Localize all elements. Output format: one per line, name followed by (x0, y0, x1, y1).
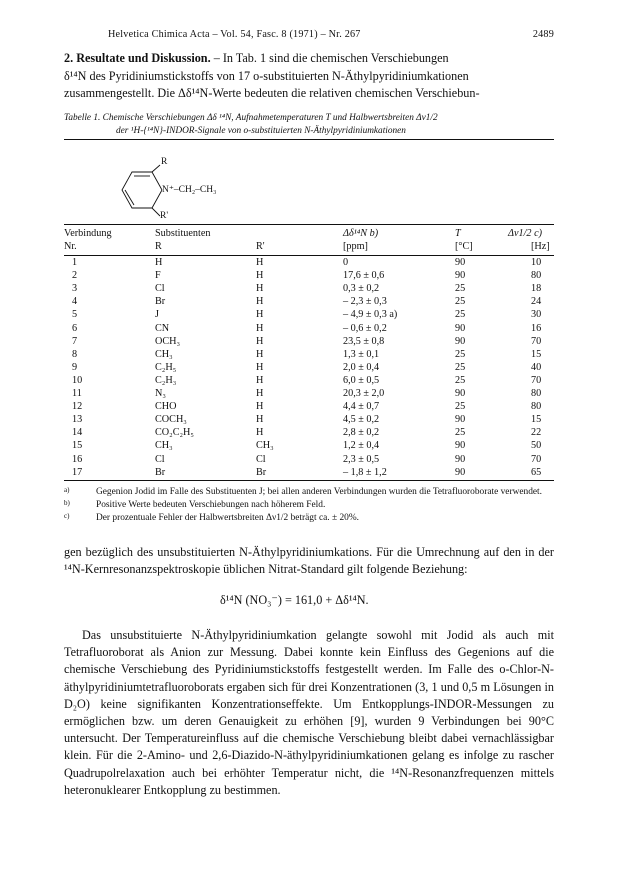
header-shift-unit: [ppm] (343, 241, 368, 252)
cell-nr: 11 (72, 388, 82, 399)
table-row (64, 323, 554, 337)
cell-t: 25 (455, 283, 466, 295)
intro-line-1: – In Tab. 1 sind die chemischen Verschiebungen (210, 51, 449, 65)
cell-r-prime: H (256, 374, 264, 386)
cell-nr: 1 (72, 257, 78, 268)
table-row (64, 375, 554, 389)
table-row (64, 296, 554, 310)
header-t-unit: [°C] (455, 241, 473, 252)
cell-r-prime: H (256, 348, 264, 360)
table-row (64, 467, 554, 481)
cell-r: Cl (155, 283, 165, 295)
cell-nr: 3 (72, 283, 78, 295)
footnote-b-mark: b) (64, 498, 70, 507)
cell-nr: 17 (72, 466, 83, 478)
cell-r: COCH₃ (155, 414, 187, 426)
cell-shift: – 0,6 ± 0,2 (343, 322, 387, 334)
cell-t: 90 (455, 388, 466, 399)
table-row (64, 270, 554, 284)
cell-width: 16 (531, 322, 542, 334)
cell-shift: 0,3 ± 0,2 (343, 283, 380, 295)
cell-t: 90 (455, 466, 466, 478)
cell-width: 70 (531, 374, 542, 386)
footnote-a-mark: a) (64, 486, 70, 494)
footnote-b-text: Positive Werte bedeuten Verschiebungen nach höherem Feld. (96, 499, 326, 510)
cell-r-prime: Cl (256, 453, 266, 465)
cell-width: 22 (531, 427, 542, 439)
cell-shift: 2,0 ± 0,4 (343, 361, 380, 373)
cell-t: 25 (455, 401, 466, 413)
cell-r: CH₃ (155, 348, 173, 360)
cell-nr: 12 (72, 401, 83, 413)
footnote-c-text: Der prozentuale Fehler der Halbwertsbreiten Δν1/2 beträgt ca. ± 20%. (96, 512, 359, 523)
cell-nr: 9 (72, 361, 78, 373)
table-header-rule (64, 224, 554, 225)
cell-shift: 1,2 ± 0,4 (343, 440, 380, 452)
cell-t: 25 (455, 427, 466, 439)
cell-t: 90 (455, 453, 466, 465)
table-row (64, 309, 554, 323)
cell-nr: 2 (72, 270, 78, 282)
cell-nr: 5 (72, 309, 78, 321)
cell-r: F (155, 270, 161, 282)
cell-r-prime: H (256, 388, 264, 399)
cell-nr: 8 (72, 348, 78, 360)
cell-t: 90 (455, 335, 466, 347)
cell-nr: 6 (72, 322, 78, 334)
cell-r-prime: H (256, 335, 264, 347)
cell-r-prime: H (256, 427, 264, 439)
cell-width: 18 (531, 283, 542, 295)
cell-width: 80 (531, 401, 542, 413)
header-nr: Nr. (64, 241, 77, 252)
cell-width: 15 (531, 414, 542, 426)
cell-shift: 17,6 ± 0,6 (343, 270, 385, 282)
cell-r: OCH₃ (155, 335, 181, 347)
cell-shift: 0 (343, 257, 349, 268)
cell-r: N₃ (155, 388, 166, 399)
cell-nr: 16 (72, 453, 83, 465)
cell-r-prime: H (256, 414, 264, 426)
cell-r-prime: H (256, 401, 264, 413)
cell-t: 90 (455, 440, 466, 452)
cell-shift: 2,8 ± 0,2 (343, 427, 380, 439)
cell-width: 80 (531, 388, 542, 399)
table-footnotes (64, 486, 556, 524)
table-row (64, 414, 554, 428)
table-row (64, 257, 554, 271)
intro-line-3: zusammengestellt. Die Δδ¹⁴N-Werte bedeuten die relativen chemischen Verschiebun- (64, 86, 480, 101)
cell-shift: 2,3 ± 0,5 (343, 453, 380, 465)
cell-r: CO₂C₂H₅ (155, 427, 194, 439)
table-body-rule (64, 255, 554, 256)
table-row (64, 349, 554, 363)
cell-t: 90 (455, 270, 466, 282)
cell-shift: – 1,8 ± 1,2 (343, 466, 387, 478)
cell-r-prime: H (256, 257, 264, 268)
table-row (64, 401, 554, 415)
caption-line-1: Tabelle 1. Chemische Verschiebungen Δδ ¹⁴N, Aufnahmetemperaturen T und Halbwertsbreiten Δν1/2 (64, 113, 438, 123)
cell-nr: 10 (72, 374, 83, 386)
cell-shift: – 2,3 ± 0,3 (343, 296, 387, 308)
cell-width: 15 (531, 348, 542, 360)
pyridine-ring-drawing (110, 164, 310, 226)
cell-r: CN (155, 322, 170, 334)
cell-t: 25 (455, 374, 466, 386)
cell-shift: 4,5 ± 0,2 (343, 414, 380, 426)
cell-r: Cl (155, 453, 165, 465)
continuation-paragraph (64, 544, 554, 578)
cell-width: 80 (531, 270, 542, 282)
structure-r-label: R (161, 157, 168, 167)
intro-paragraph (64, 50, 554, 103)
cell-nr: 4 (72, 296, 78, 308)
section-heading: 2. Resultate und Diskussion. (64, 51, 211, 65)
pyridinium-structure (110, 157, 310, 224)
cell-shift: 4,4 ± 0,7 (343, 401, 380, 413)
table-bottom-rule (64, 480, 554, 481)
cell-width: 40 (531, 361, 542, 373)
table-caption (64, 112, 564, 137)
cell-t: 90 (455, 414, 466, 426)
cell-r: CH₃ (155, 440, 173, 452)
table-top-rule (64, 139, 554, 140)
caption-line-2: der ¹H-{¹⁴N}-INDOR-Signale von o-substituierten N-Äthylpyridiniumkationen (116, 125, 406, 136)
cell-t: 25 (455, 296, 466, 308)
cell-r: H (155, 257, 163, 268)
cell-r-prime: Br (256, 466, 267, 478)
structure-n-group: N⁺–CH₂–CH₃ (162, 185, 217, 195)
table-row (64, 388, 554, 402)
cell-width: 70 (531, 453, 542, 465)
cell-r-prime: CH₃ (256, 440, 274, 452)
header-verbindung: Verbindung (64, 228, 112, 239)
table-row (64, 283, 554, 297)
cell-width: 50 (531, 440, 542, 452)
cell-shift: – 4,9 ± 0,3 a) (343, 309, 398, 321)
table-row (64, 454, 554, 468)
cell-t: 90 (455, 322, 466, 334)
table-row (64, 336, 554, 350)
cell-t: 90 (455, 257, 466, 268)
continuation-text: gen bezüglich des unsubstituierten N-Äthylpyridiniumkations. Für die Umrechnung auf den in der ¹⁴N-Kernresonanzspektroskopie üblichen Nitrat-Standard gilt folgende Beziehung: (64, 545, 554, 577)
cell-nr: 7 (72, 335, 78, 347)
cell-t: 25 (455, 309, 466, 321)
header-width-unit: [Hz] (531, 241, 550, 252)
table-row (64, 362, 554, 376)
cell-shift: 23,5 ± 0,8 (343, 335, 385, 347)
discussion-paragraph: Das unsubstituierte N-Äthylpyridiniumkation gelangte sowohl mit Jodid als auch mit Tetrafluoroborat als Anion zur Messung. Dabei konnte kein Einfluss des Gegenions auf die chemische Verschiebung des Pyridiniumstickstoffs festgestellt werden. Im Falle des o-Chlor-N-äthylpyridiniumtetrafluoroborats ergaben sich für drei Konzentrationen (3, 1 und 0,5 m Lösungen in D₂O) keine signifikanten Konzentrationseffekte. Um Entkopplungs-INDOR-Messungen zu ermöglichen bzw. um deren Genauigkeit zu erhöhen [9], wurden 9 Verbindungen bei 90°C untersucht. Der Temperatureinfluss auf die chemische Verschiebung bleibt dabei vernachlässigbar klein. Für die 2-Amino- und 2,6-Diazido-N-äthylpyridiniumkationen gelang es infolge zu rascher Quadrupolrelaxation auch bei erhöhter Temperatur nicht, die ¹⁴N-Resonanzfrequenzen mittels heteronuklearer Entkopplung zu bestimmen. (64, 628, 554, 797)
header-shift: Δδ¹⁴N b) (343, 228, 379, 239)
header-r-prime: R' (256, 241, 265, 252)
footnote-a (64, 486, 556, 499)
cell-r-prime: H (256, 322, 264, 334)
header-width: Δν1/2 c) (508, 228, 542, 239)
cell-r-prime: H (256, 309, 264, 321)
cell-r: J (155, 309, 159, 321)
footnote-c (64, 512, 556, 525)
cell-nr: 15 (72, 440, 83, 452)
cell-t: 25 (455, 361, 466, 373)
header-substituenten: Substituenten (155, 228, 211, 239)
cell-shift: 6,0 ± 0,5 (343, 374, 380, 386)
cell-r-prime: H (256, 270, 264, 282)
cell-width: 30 (531, 309, 542, 321)
cell-r: CHO (155, 401, 177, 413)
cell-r: Br (155, 296, 166, 308)
footnote-a-text: Gegenion Jodid im Falle des Substituenten J; bei allen anderen Verbindungen wurden die Tetrafluoroborate verwendet. (96, 487, 543, 497)
footnote-c-mark: c) (64, 511, 70, 520)
cell-r: C₂H₃ (155, 374, 177, 386)
cell-r: C₂H₅ (155, 361, 177, 373)
intro-line-2: δ¹⁴N des Pyridiniumstickstoffs von 17 o-substituierten N-Äthylpyridiniumkationen (64, 68, 469, 83)
cell-r-prime: H (256, 283, 264, 295)
cell-shift: 20,3 ± 2,0 (343, 388, 385, 399)
page-number: 2489 (532, 29, 554, 40)
structure-r-prime-label: R' (160, 211, 169, 221)
cell-width: 24 (531, 296, 542, 308)
cell-width: 65 (531, 466, 542, 478)
table-row (64, 427, 554, 441)
header-r: R (155, 241, 162, 252)
journal-citation: Helvetica Chimica Acta – Vol. 54, Fasc. 8 (1971) – Nr. 267 (108, 29, 361, 40)
cell-nr: 13 (72, 414, 83, 426)
cell-width: 10 (531, 257, 542, 268)
cell-shift: 1,3 ± 0,1 (343, 348, 380, 360)
cell-nr: 14 (72, 427, 83, 439)
footnote-b (64, 499, 556, 512)
table-row (64, 440, 554, 454)
conversion-equation: δ¹⁴N (NO₃⁻) = 161,0 + Δδ¹⁴N. (220, 593, 369, 607)
cell-width: 70 (531, 335, 542, 347)
cell-r-prime: H (256, 361, 264, 373)
cell-r: Br (155, 466, 166, 478)
header-t: T (455, 228, 461, 239)
cell-r-prime: H (256, 296, 264, 308)
cell-t: 25 (455, 348, 466, 360)
